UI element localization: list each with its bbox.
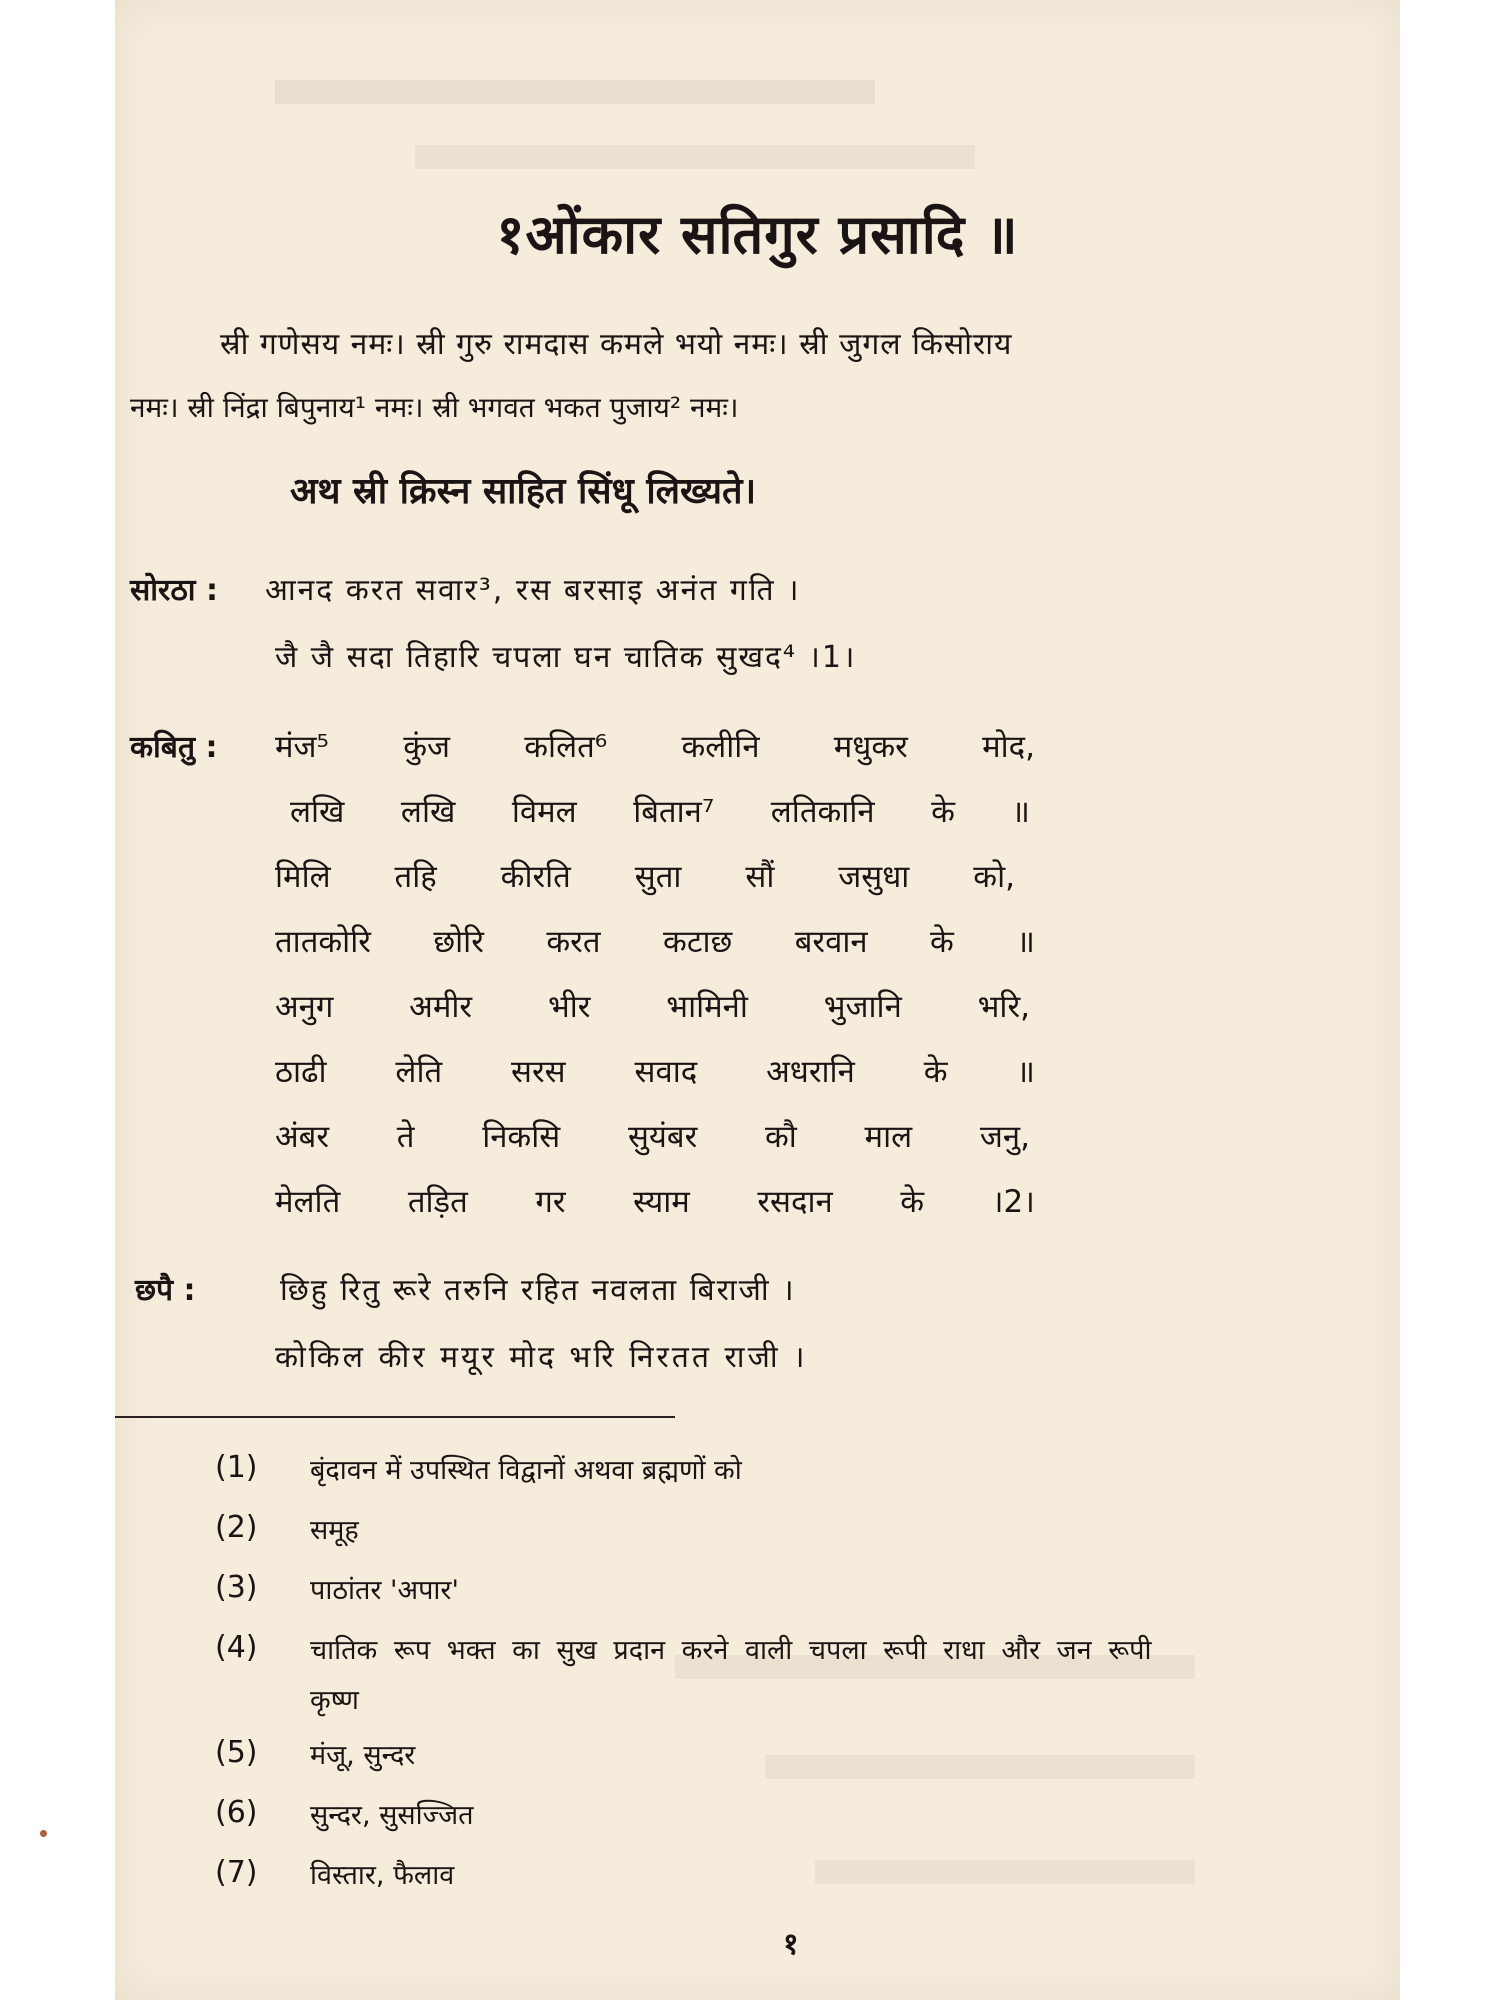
verse-word: गर — [535, 1184, 566, 1220]
footnote — [215, 1510, 1365, 1550]
verse-word: मोद, — [982, 729, 1035, 765]
kabit-line — [275, 1180, 1035, 1222]
page-number: १ — [783, 1927, 799, 1962]
verse-word: निकसि — [482, 1119, 561, 1155]
verse-word: को, — [973, 859, 1015, 895]
footnote — [215, 1795, 1365, 1835]
footnote — [215, 1630, 1395, 1720]
ink-spot — [40, 1830, 47, 1837]
verse-word: के — [900, 1184, 925, 1220]
kabit-line — [290, 790, 1030, 832]
kabit-line — [275, 1050, 1035, 1092]
verse-word: ॥ — [1016, 1054, 1035, 1090]
verse-word: अधरानि — [766, 1054, 855, 1090]
verse-word: मंज⁵ — [275, 729, 329, 765]
verse-word: छोरि — [433, 924, 484, 960]
verse-word: सरस — [511, 1054, 566, 1090]
verse-word: के — [930, 924, 954, 960]
verse-word: जनु, — [979, 1119, 1030, 1155]
verse-word: कटाछ — [663, 924, 733, 960]
bleed-through — [415, 145, 975, 169]
verse-word: सौं — [745, 859, 775, 895]
verse-word: मिलि — [275, 859, 331, 895]
footnote-text: बृंदावन में उपस्थित विद्वानों अथवा ब्रह्मणों को — [310, 1455, 742, 1486]
verse-word: स्याम — [633, 1184, 690, 1220]
verse-word: भरि, — [977, 989, 1030, 1025]
kabit-label: कबितु : — [130, 730, 218, 765]
verse-word: अमीर — [409, 989, 473, 1025]
verse-word: लेति — [395, 1054, 443, 1090]
footnote — [215, 1855, 1365, 1895]
verse-word: अनुग — [275, 989, 334, 1025]
verse-word: माल — [864, 1119, 913, 1155]
verse-word: तहि — [394, 859, 437, 895]
verse-word: कीरति — [500, 859, 571, 895]
verse-word: भीर — [547, 989, 591, 1025]
verse-word: के — [931, 794, 955, 830]
chhapai-line-1: छिहु रितु रूरे तरुनि रहित नवलता बिराजी । — [280, 1273, 796, 1308]
footnote-text: पाठांतर 'अपार' — [310, 1575, 459, 1606]
verse-word: बितान⁷ — [633, 794, 715, 830]
bleed-through — [275, 80, 875, 104]
verse-word: भामिनी — [666, 989, 748, 1025]
footnote-text-continued: कृष्ण — [310, 1685, 359, 1716]
kabit-line — [275, 1115, 1030, 1157]
verse-word: विमल — [511, 794, 577, 830]
chhapai-line-2: कोकिल कीर मयूर मोद भरि निरतत राजी । — [275, 1340, 808, 1375]
verse-word: मेलति — [275, 1184, 341, 1220]
footnote-number: (4) — [215, 1630, 258, 1665]
footnote-number: (3) — [215, 1570, 258, 1605]
verse-word: लतिकानि — [770, 794, 875, 830]
verse-word: अंबर — [275, 1119, 330, 1155]
verse-word: करत — [546, 924, 601, 960]
verse-word: लखि — [290, 794, 345, 830]
sortha-label: सोरठा : — [130, 573, 218, 608]
section-heading: अथ स्री क्रिस्न साहित सिंधू लिख्यते। — [290, 471, 757, 512]
invocation-line-2: नमः। स्री निंद्रा बिपुनाय¹ नमः। स्री भगवत भकत पुजाय² नमः। — [130, 391, 739, 424]
verse-word: ।2। — [991, 1184, 1035, 1220]
kabit-line — [275, 985, 1030, 1027]
verse-word: तातकोरि — [275, 924, 371, 960]
footnote-number: (1) — [215, 1450, 258, 1485]
verse-word: लखि — [400, 794, 456, 830]
footnote-number: (6) — [215, 1795, 258, 1830]
verse-word: सवाद — [634, 1054, 698, 1090]
footnote-separator — [115, 1416, 675, 1418]
verse-word: कुंज — [403, 729, 451, 765]
verse-word: भुजानि — [823, 989, 902, 1025]
footnote-text: समूह — [310, 1515, 359, 1546]
footnote — [215, 1450, 1365, 1490]
verse-word: तड़ित — [407, 1184, 468, 1220]
footnote-text: सुन्दर, सुसज्जित — [310, 1800, 474, 1831]
kabit-line — [275, 725, 1035, 767]
footnote-text: चातिक रूप भक्त का सुख प्रदान करने वाली चपला रूपी राधा और जन रूपी — [310, 1635, 1152, 1666]
sortha-line-1: आनद करत सवार³, रस बरसाइ अनंत गति । — [265, 573, 801, 608]
page-title: १ओंकार सतिगुर प्रसादि ॥ — [496, 203, 1019, 266]
kabit-line — [275, 855, 1015, 897]
verse-word: जसुधा — [838, 859, 910, 895]
verse-word: ॥ — [1011, 794, 1030, 830]
footnote-text: मंजू, सुन्दर — [310, 1740, 416, 1771]
chhapai-label: छपै : — [135, 1273, 196, 1308]
footnote-number: (2) — [215, 1510, 258, 1545]
verse-word: के — [923, 1054, 948, 1090]
footnote-number: (5) — [215, 1735, 258, 1770]
verse-word: कलित⁶ — [524, 729, 608, 765]
sortha-line-2: जै जै सदा तिहारि चपला घन चातिक सुखद⁴ ।1। — [275, 640, 857, 675]
verse-word: कौ — [764, 1119, 797, 1155]
verse-word: ठाढी — [275, 1054, 327, 1090]
verse-word: मधुकर — [833, 729, 908, 765]
verse-word: रसदान — [757, 1184, 833, 1220]
kabit-line — [275, 920, 1035, 962]
verse-word: कलीनि — [681, 729, 760, 765]
footnote-number: (7) — [215, 1855, 258, 1890]
footnote-text: विस्तार, फैलाव — [310, 1860, 455, 1891]
invocation-line-1: स्री गणेसय नमः। स्री गुरु रामदास कमले भयो नमः। स्री जुगल किसोराय — [220, 327, 1013, 362]
verse-word: सुयंबर — [627, 1119, 698, 1155]
book-page — [115, 0, 1400, 2000]
verse-word: सुता — [634, 859, 682, 895]
verse-word: ॥ — [1016, 924, 1035, 960]
verse-word: ते — [396, 1119, 415, 1155]
footnote — [215, 1735, 1365, 1775]
footnote — [215, 1570, 1365, 1610]
verse-word: बरवान — [794, 924, 868, 960]
